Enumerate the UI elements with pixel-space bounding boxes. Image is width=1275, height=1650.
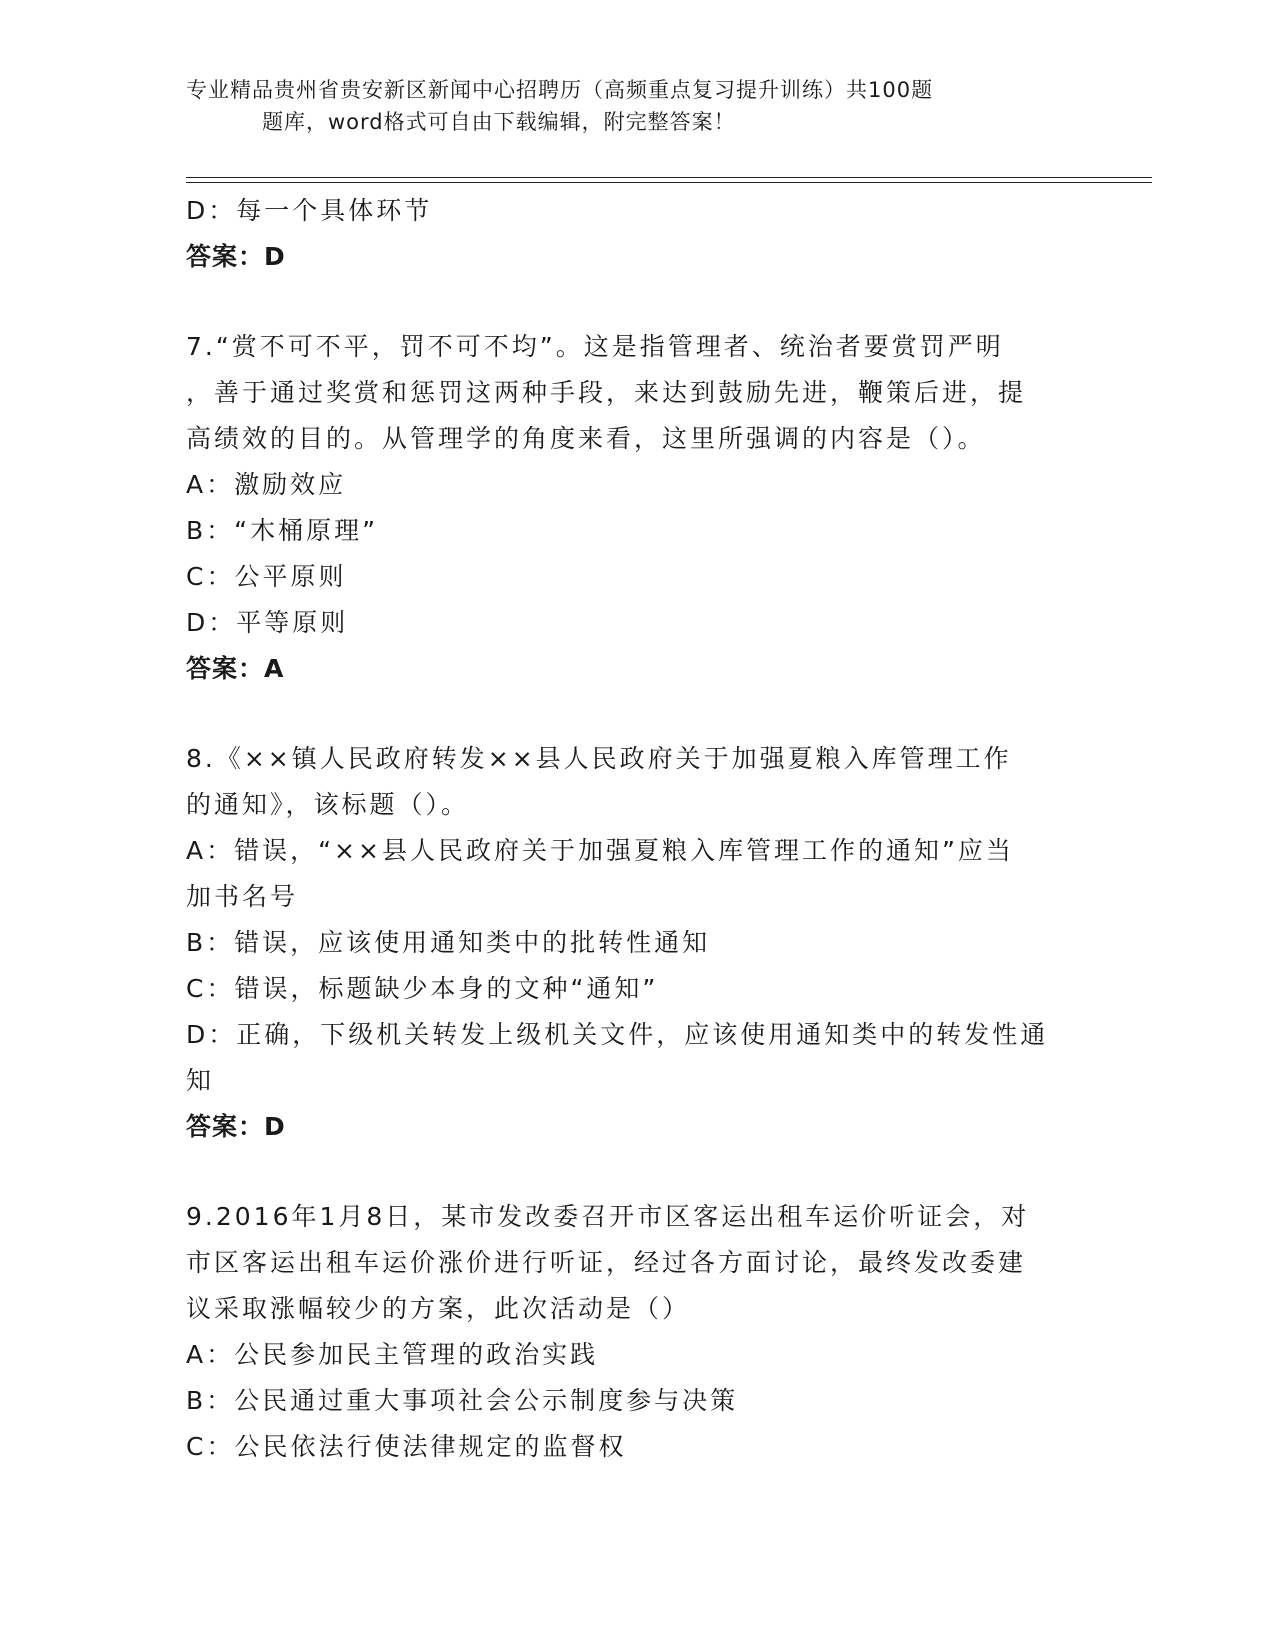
spacer (186, 692, 1066, 736)
question-8 (186, 736, 1066, 1150)
option-b: B：“木桶原理” (186, 516, 379, 545)
header-rule-top (186, 177, 1152, 178)
answer: 答案：D (186, 242, 286, 271)
option-b: B：公民通过重大事项社会公示制度参与决策 (186, 1386, 739, 1415)
spacer (186, 1150, 1066, 1194)
answer: 答案：D (186, 1112, 286, 1141)
spacer (186, 280, 1066, 324)
question-stem-line: 议采取涨幅较少的方案，此次活动是（） (186, 1294, 691, 1323)
option-a: A：错误，“××县人民政府关于加强夏粮入库管理工作的通知”应当 (186, 836, 1014, 865)
option-a-continued: 加书名号 (186, 882, 299, 911)
option-c: C：错误，标题缺少本身的文种“通知” (186, 974, 659, 1003)
document-header (186, 74, 1046, 138)
option-d: D：正确，下级机关转发上级机关文件，应该使用通知类中的转发性通 (186, 1020, 1049, 1049)
question-stem-line: 市区客运出租车运价涨价进行听证，经过各方面讨论，最终发改委建 (186, 1248, 1027, 1277)
question-stem-line: 8.《××镇人民政府转发××县人民政府关于加强夏粮入库管理工作 (186, 744, 1012, 773)
option-b: B：错误，应该使用通知类中的批转性通知 (186, 928, 711, 957)
option-d: D：平等原则 (186, 608, 349, 637)
option-a: A：激励效应 (186, 470, 347, 499)
question-stem-line: 7.“赏不可不平，罚不可不均”。这是指管理者、统治者要赏罚严明 (186, 332, 1004, 361)
question-stem-line: 的通知》，该标题（）。 (186, 790, 470, 819)
option-d-continued: 知 (186, 1066, 215, 1095)
document-body (186, 188, 1066, 1470)
answer: 答案：A (186, 654, 285, 683)
option-c: C：公平原则 (186, 562, 347, 591)
question-6-fragment (186, 188, 1066, 280)
header-title-line-2: 题库，word格式可自由下载编辑，附完整答案！ (262, 110, 736, 134)
header-rule-bottom (186, 182, 1152, 183)
header-title-line-1: 专业精品贵州省贵安新区新闻中心招聘历（高频重点复习提升训练）共100题 (186, 78, 934, 102)
option-a: A：公民参加民主管理的政治实践 (186, 1340, 599, 1369)
question-7 (186, 324, 1066, 692)
question-stem-line: 高绩效的目的。从管理学的角度来看，这里所强调的内容是（）。 (186, 424, 986, 453)
question-stem-line: 9.2016年1月8日，某市发改委召开市区客运出租车运价听证会，对 (186, 1202, 1030, 1231)
option-d: D：每一个具体环节 (186, 196, 433, 225)
question-stem-line: ，善于通过奖赏和惩罚这两种手段，来达到鼓励先进，鞭策后进，提 (186, 378, 1027, 407)
option-c: C：公民依法行使法律规定的监督权 (186, 1432, 627, 1461)
question-9 (186, 1194, 1066, 1470)
